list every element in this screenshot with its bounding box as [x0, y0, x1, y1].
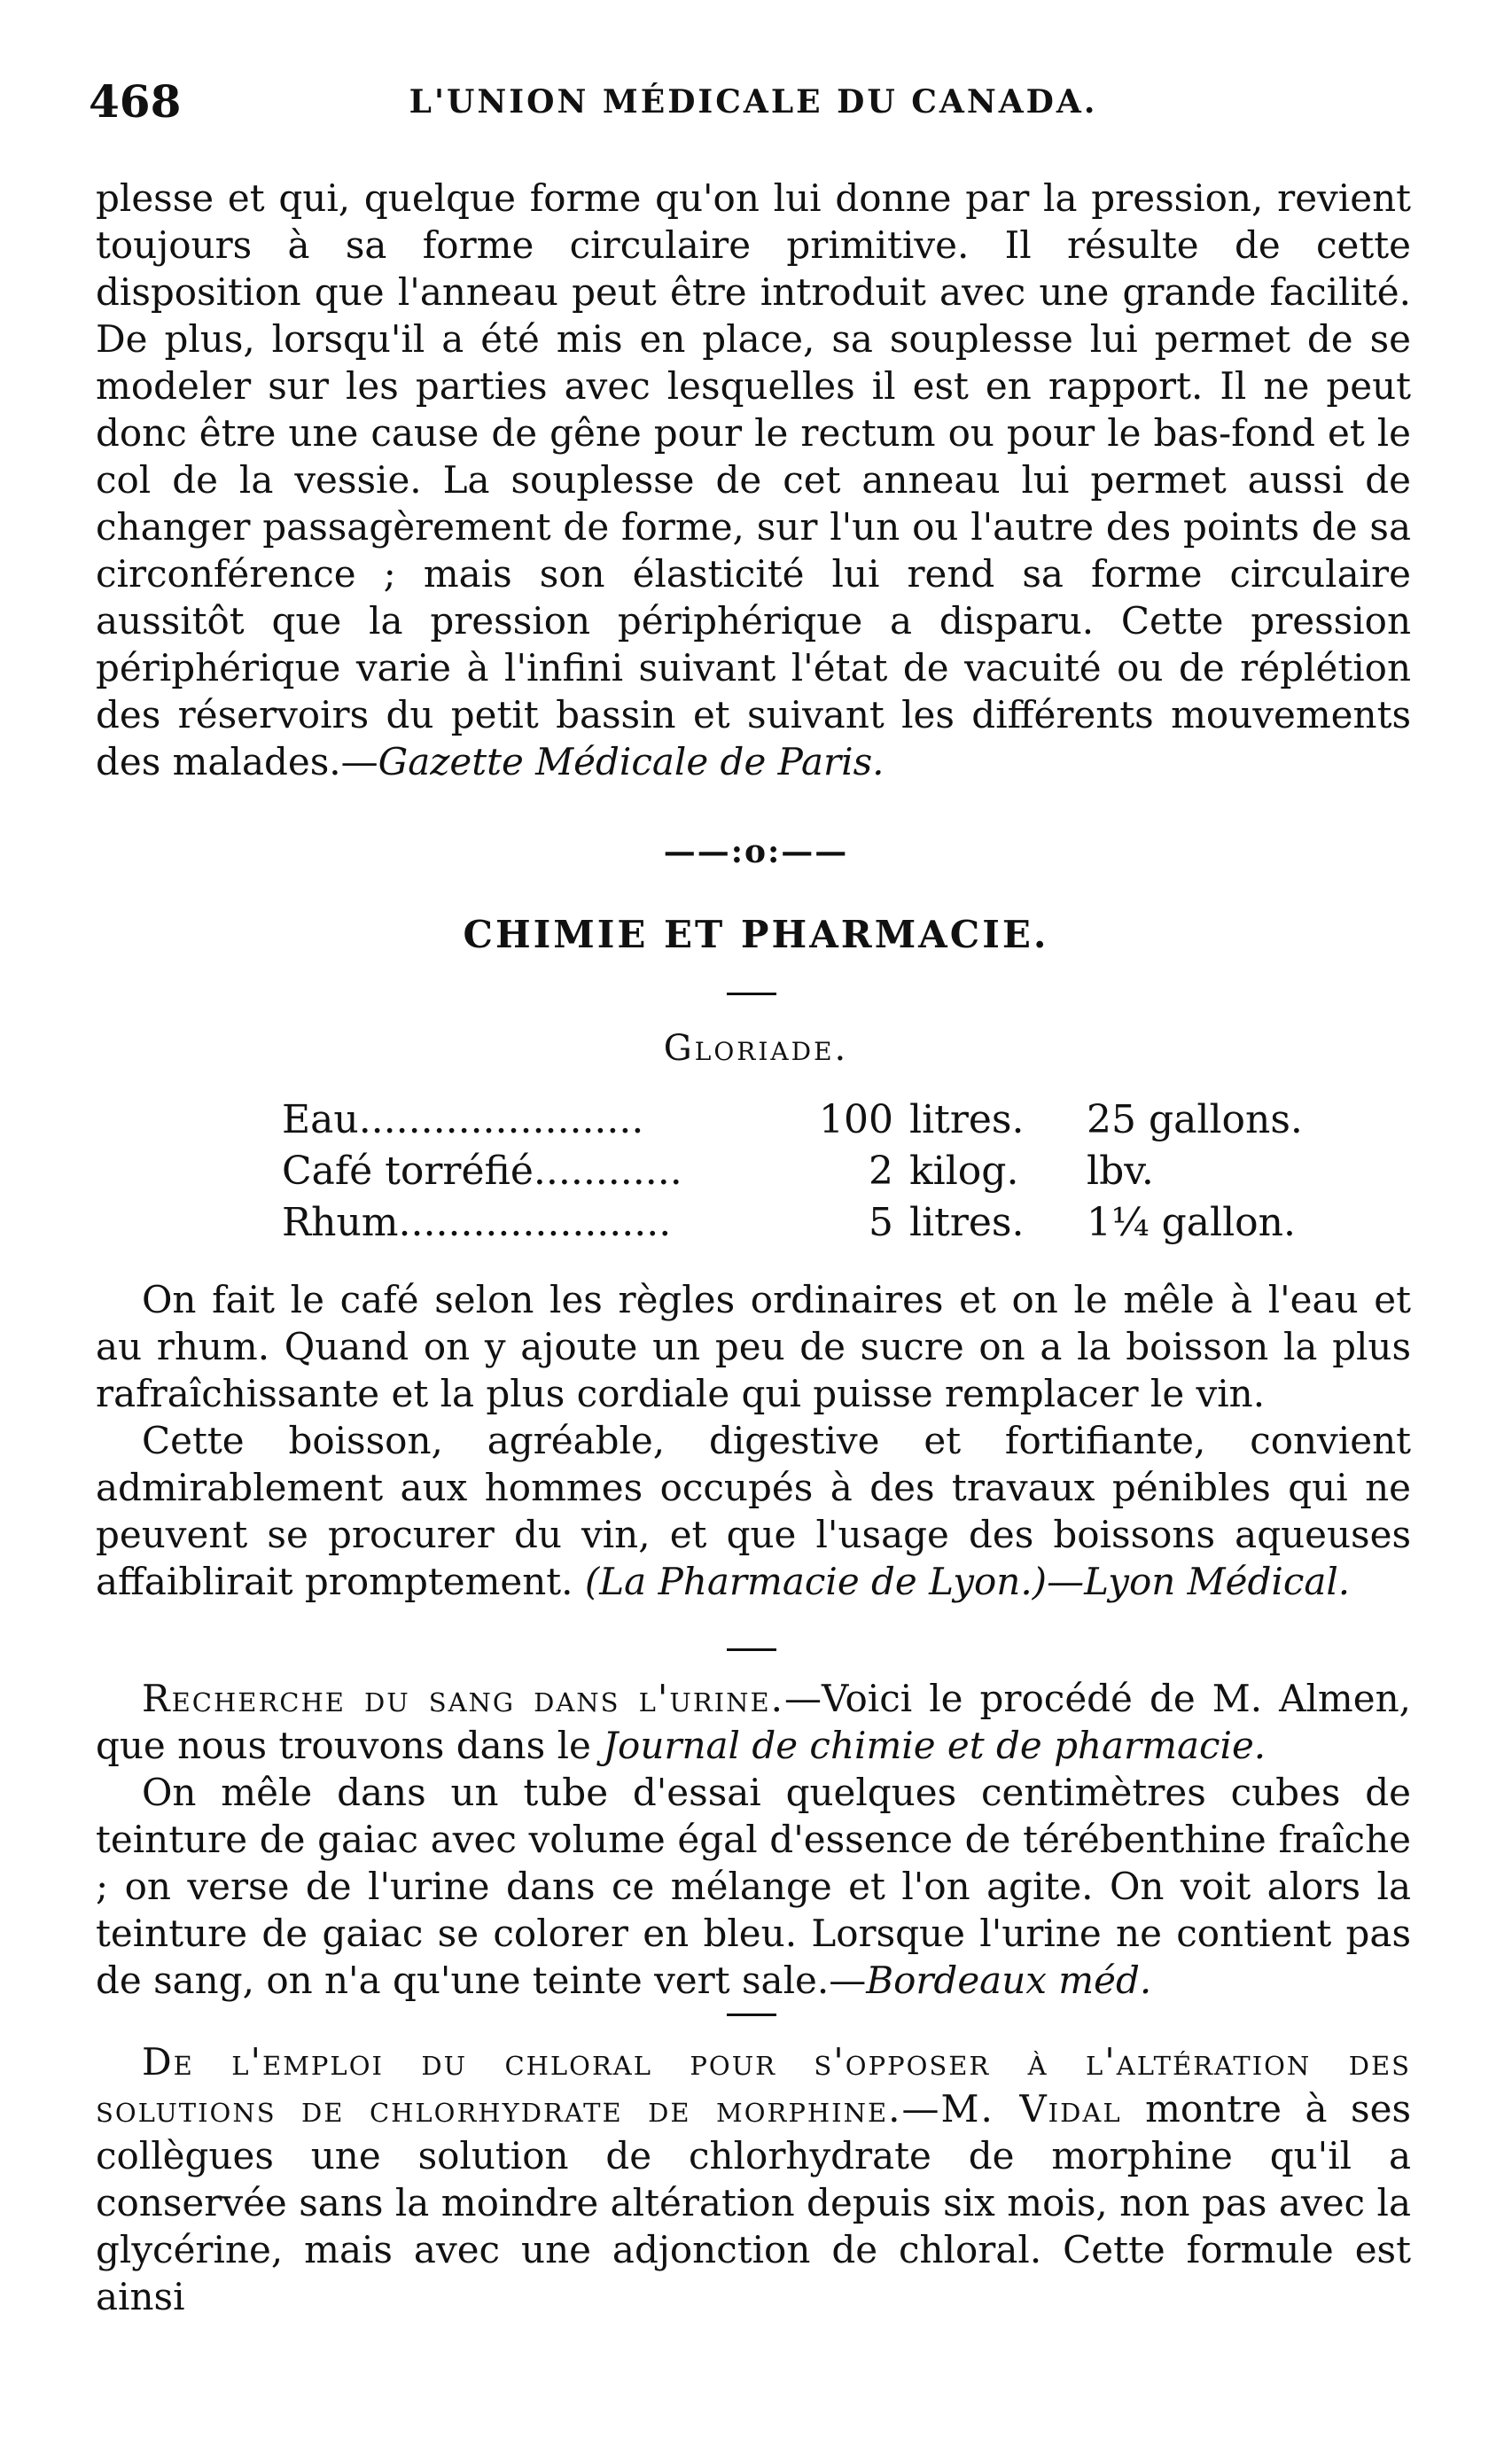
article-continued: [96, 175, 1411, 785]
ingredient-imperial: 1¼ gallon.: [1087, 1200, 1296, 1245]
article-paragraph: [96, 175, 1411, 785]
ingredient-quantity: 5: [869, 1200, 893, 1245]
running-header: [89, 71, 1418, 133]
recipe-paragraph: On fait le café selon les règles ordinaires et on le mêle à l'eau et au rhum. Quand on y ajoute un peu de sucre on a la boisson la plus rafraîchissante et la plus cordiale qui puisse remplacer le vin.: [96, 1278, 1411, 1415]
ingredient-imperial: 25 gallons.: [1087, 1097, 1303, 1142]
ingredient-name: Café torréfié............: [282, 1149, 682, 1194]
recipe-row: [282, 1094, 1317, 1146]
ingredient-imperial: lbv.: [1087, 1149, 1154, 1194]
article-body: On mêle dans un tube d'essai quelques centimètres cubes de teinture de gaiac avec volume égal d'essence de térébenthine fraîche ; on verse de l'urine dans ce mélange et l'on agite. On voit alors la teinture de gaiac se colorer en bleu. Lorsque l'urine ne contient pas de sang, on n'a qu'une teinte vert sale.—: [96, 1771, 1411, 2002]
ingredient-unit: litres.: [909, 1097, 1025, 1142]
article-source: Bordeaux méd.: [866, 1959, 1152, 2002]
article-chloral: [96, 2038, 1411, 2320]
article-title: De l'emploi du chloral pour s'opposer à l'altération des solutions de chlorhydrate de morphine.: [96, 2040, 1411, 2131]
section-title: CHIMIE ET PHARMACIE.: [463, 913, 1049, 956]
article-title: Recherche du sang dans l'urine.: [142, 1677, 785, 1720]
ingredient-name: Eau.......................: [282, 1097, 644, 1142]
short-rule: [727, 2014, 776, 2016]
article-source: Gazette Médicale de Paris.: [378, 740, 885, 783]
article-body: montre à ses collègues une solution de chlorhydrate de morphine qu'il a conservée sans la moindre altération depuis six mois, non pas avec la glycérine, mais avec une adjonction de chloral. Cette formule est ainsi: [96, 2087, 1411, 2318]
ingredient-quantity: 100: [819, 1097, 893, 1142]
journal-reference: Journal de chimie et de pharmacie.: [603, 1724, 1266, 1767]
recipe-row: [282, 1146, 1317, 1197]
recipe-table: [282, 1094, 1317, 1249]
article-paragraph: [96, 1675, 1411, 1769]
article-urine-blood: [96, 1675, 1411, 2004]
recipe-paragraph: [96, 1417, 1411, 1605]
article-paragraph: [96, 2038, 1411, 2320]
journal-title: L'UNION MÉDICALE DU CANADA.: [409, 83, 1098, 121]
ingredient-unit: litres.: [909, 1200, 1025, 1245]
page-number: 468: [89, 75, 182, 128]
ingredient-name: Rhum......................: [282, 1200, 672, 1245]
recipe-source: (La Pharmacie de Lyon.)—Lyon Médical.: [584, 1560, 1351, 1603]
ingredient-unit: kilog.: [909, 1149, 1019, 1194]
recipe-paragraph-text: Cette boisson, agréable, digestive et fortifiante, convient admirablement aux hommes occupés à des travaux pénibles qui ne peuvent se procurer du vin, et que l'usage des boissons aqueuses affaiblirait promptement.: [96, 1419, 1411, 1603]
recipe-title: Gloriade.: [663, 1028, 849, 1069]
article-paragraph: [96, 1769, 1411, 2004]
recipe-row: [282, 1197, 1317, 1249]
short-rule: [727, 993, 776, 995]
short-rule: [727, 1648, 776, 1651]
ingredient-quantity: 2: [869, 1149, 893, 1194]
recipe-notes: [96, 1276, 1411, 1605]
article-body: plesse et qui, quelque forme qu'on lui donne par la pression, revient toujours à sa forme circulaire primitive. Il résulte de cette disposition que l'anneau peut être introduit avec une grande facilité. De plus, lorsqu'il a été mis en place, sa souplesse lui permet de se modeler sur les parties avec lesquelles il est en rapport. Il ne peut donc être une cause de gêne pour le rectum ou pour le bas-fond et le col de la vessie. La souplesse de cet anneau lui permet aussi de changer passagèrement de forme, sur l'un ou l'autre des points de sa circonférence ; mais son élasticité lui rend sa forme circulaire aussitôt que la pression périphérique a disparu. Cette pression périphérique varie à l'infini suivant l'état de vacuité ou de réplétion des réservoirs du petit bassin et suivant les différents mouvements des malades.—: [96, 176, 1411, 783]
article-author: —M. Vidal: [901, 2087, 1122, 2131]
article-intro: —Voici le procédé de M. Almen, que nous trouvons dans le: [96, 1677, 1411, 1767]
section-separator: ——:o:——: [663, 833, 849, 870]
